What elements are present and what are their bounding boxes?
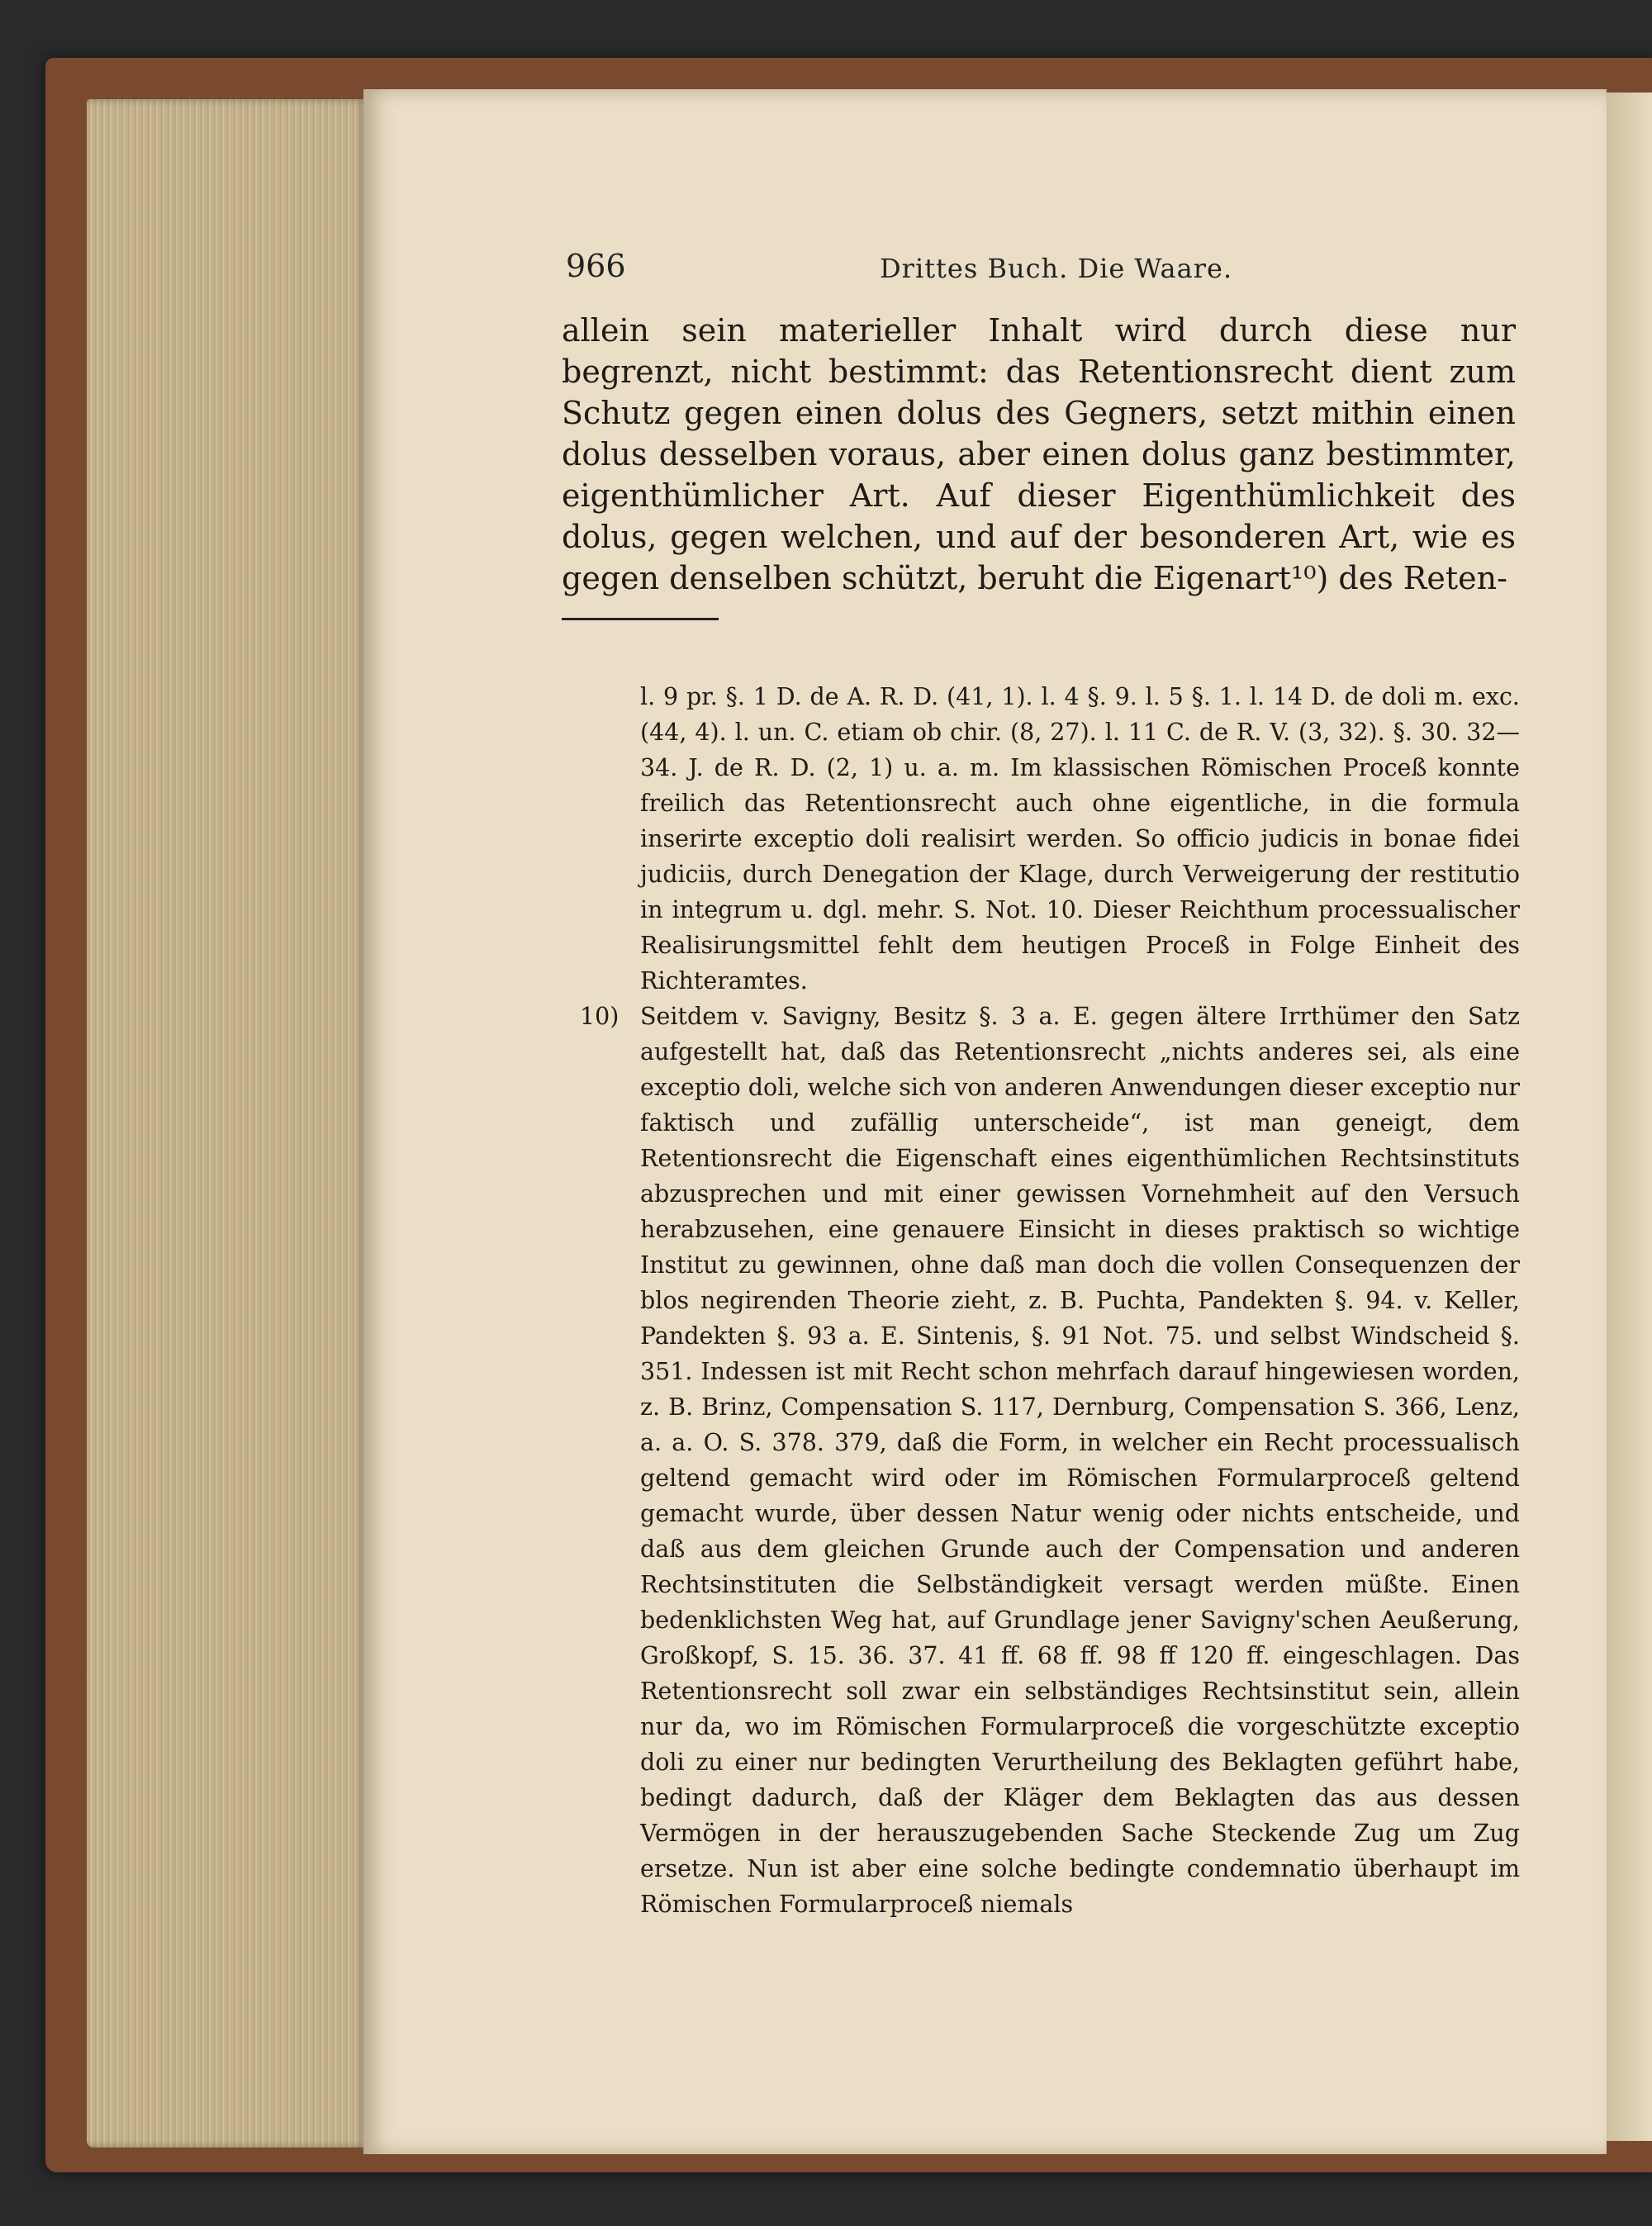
- footnote-rule: [562, 618, 719, 620]
- running-head: Drittes Buch. Die Waare.: [880, 253, 1233, 284]
- footnote-marker: 10): [580, 1003, 620, 1030]
- page-edges: [87, 99, 368, 2148]
- footnote-text: l. 9 pr. §. 1 D. de A. R. D. (41, 1). l. 4 §. 9. l. 5 §. 1. l. 14 D. de doli m. exc. (44, 4). l. un. C. etiam ob chir. (8, 27). l. 11 C. de R. V. (3, 32). §. 30. 32—34. J. de R. D. (2, 1) u. a. m. Im klassischen Römischen Proceß konnte freilich das Retentionsrecht auch ohne eigentliche, in die formula inserirte exceptio doli realisirt werden. So officio judicis in bonae fidei judiciis, durch Denegation der Klage, durch Verweigerung der restitutio in integrum u. dgl. mehr. S. Not. 10. Dieser Reichthum processualischer Realisirungsmittel fehlt dem heutigen Proceß in Folge Einheit des Richteramtes.: [640, 683, 1520, 994]
- footnote-text: Seitdem v. Savigny, Besitz §. 3 a. E. gegen ältere Irrthümer den Satz aufgestellt hat, daß das Retentionsrecht „nichts anderes sei, als eine exceptio doli, welche sich von anderen Anwendungen dieser exceptio nur faktisch und zufällig unterscheide“, ist man geneigt, dem Retentionsrecht die Eigenschaft eines eigenthümlichen Rechtsinstituts abzusprechen und mit einer gewissen Vornehmheit auf den Versuch herabzusehen, eine genauere Einsicht in dieses praktisch so wichtige Institut zu gewinnen, ohne daß man doch die vollen Consequenzen der blos negirenden Theorie zieht, z. B. Puchta, Pandekten §. 94. v. Keller, Pandekten §. 93 a. E. Sintenis, §. 91 Not. 75. und selbst Windscheid §. 351. Indessen ist mit Recht schon mehrfach darauf hingewiesen worden, z. B. Brinz, Compensation S. 117, Dernburg, Compensation S. 366, Lenz, a. a. O. S. 378. 379, daß die Form, in welcher ein Recht processualisch geltend gemacht wird oder im Römischen Formularproceß geltend gemacht wurde, über dessen Natur wenig oder nichts entscheide, und daß aus dem gleichen Grunde auch der Compensation und anderen Rechtsinstituten die Selbständigkeit versagt werden müßte. Einen bedenklichsten Weg hat, auf Grundlage jener Savigny'schen Aeußerung, Großkopf, S. 15. 36. 37. 41 ff. 68 ff. 98 ff 120 ff. eingeschlagen. Das Retentionsrecht soll zwar ein selbständiges Rechtsinstitut sein, allein nur da, wo im Römischen Formularproceß die vorgeschützte exceptio doli zu einer nur bedingten Verurtheilung des Beklagten geführt habe, bedingt dadurch, daß der Kläger dem Beklagten das aus dessen Vermögen in der herauszugebenden Sache Steckende Zug um Zug ersetze. Nun ist aber eine solche bedingte condemnatio überhaupt im Römischen Formularproceß niemals: [640, 1003, 1520, 1918]
- footnotes: [562, 679, 1520, 1922]
- page-header: [566, 248, 1524, 286]
- page-number: 966: [566, 248, 626, 284]
- facing-page-edge: [1607, 93, 1652, 2141]
- footnote-10: [562, 999, 1520, 1922]
- main-text: [562, 310, 1516, 599]
- footnote-continued: [562, 679, 1520, 999]
- body-paragraph: allein sein materieller Inhalt wird durch diese nur begrenzt, nicht bestimmt: das Retentionsrecht dient zum Schutz gegen einen dolus des Gegners, setzt mithin einen dolus desselben voraus, aber einen dolus ganz bestimmter, eigenthümlicher Art. Auf dieser Eigenthümlichkeit des dolus, gegen welchen, und auf der besonderen Art, wie es gegen denselben schützt, beruht die Eigenart¹⁰) des Reten-: [562, 312, 1516, 596]
